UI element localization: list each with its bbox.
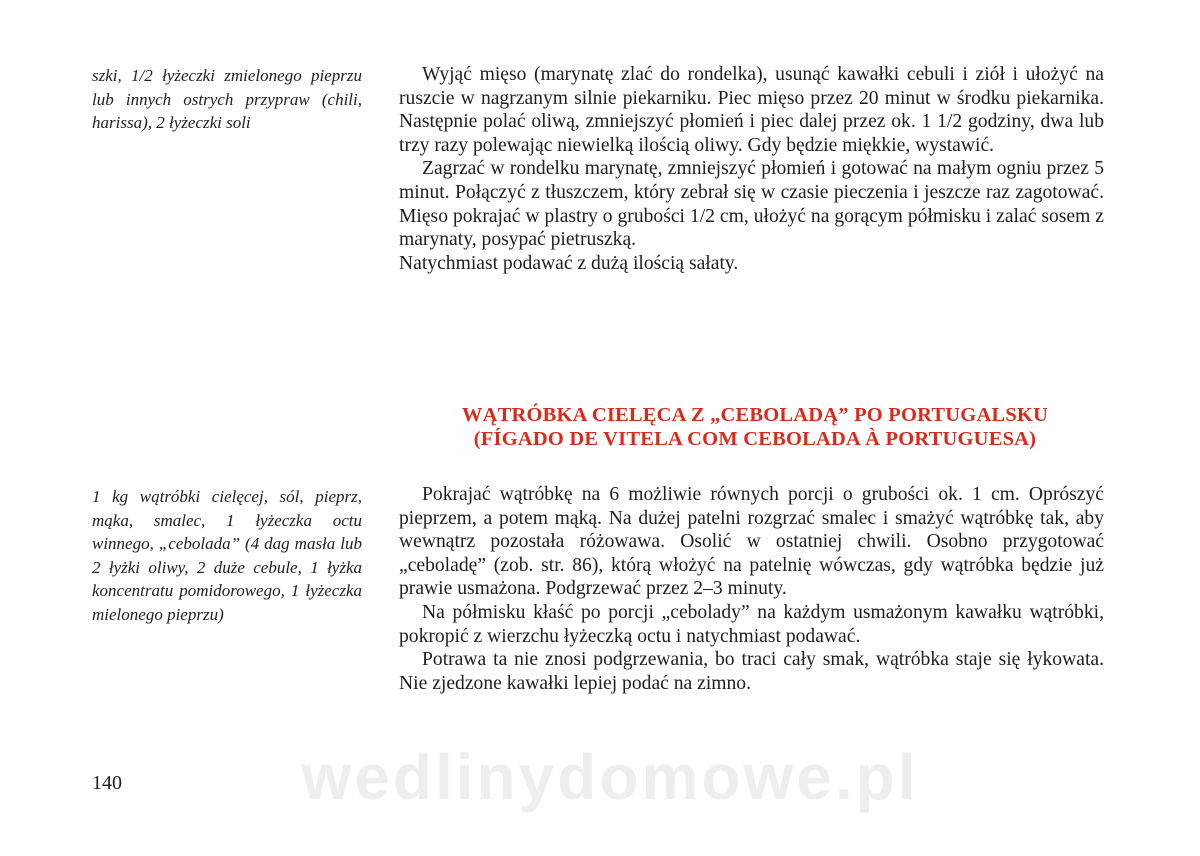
instruction-paragraph: Wyjąć mięso (marynatę zlać do rondelka), usunąć kawałki cebuli i ziół i ułożyć na ruszcie w nagrzanym silnie piekarniku. Piec mięso przez 20 minut w środku piekarnika. Następnie polać oliwą, zmniejszyć płomień i piec dalej przez ok. 1 1/2 godziny, dwa lub trzy razy polewając niewielką ilością oliwy. Gdy będzie miękkie, wystawić. [399,64,1104,156]
recipe-instructions-liver [399,483,1104,695]
recipe-title-polish: WĄTRÓBKA CIELĘCA Z „CEBOLADĄ” PO PORTUGALSKU [461,404,1049,426]
page-number: 140 [92,772,122,794]
instruction-paragraph: Zagrzać w rondelku marynatę, zmniejszyć płomień i gotować na małym ogniu przez 5 minut. Połączyć z tłuszczem, który zebrał się w czasie pieczenia i jeszcze raz zagotować. Mięso pokrajać w plastry o grubości 1/2 cm, ułożyć na gorącym półmisku i zalać sosem z marynaty, posypać pietruszką. [399,158,1104,251]
instruction-paragraph: Potrawa ta nie znosi podgrzewania, bo traci cały smak, wątróbka staje się łykowata. Nie zjedzone kawałki lepiej podać na zimno. [399,649,1104,694]
recipe-instructions-roast [399,63,1104,275]
recipe-title [399,403,1111,451]
watermark: wedlinydomowe.pl [301,741,919,813]
recipe-title-portuguese: (FÍGADO DE VITELA COM CEBOLADA À PORTUGUESA) [473,428,1037,450]
ingredients-note: 1 kg wątróbki cielęcej, sól, pieprz, mąka, smalec, 1 łyżeczka octu winnego, „cebolada” (4 dag masła lub 2 łyżki oliwy, 2 duże cebule, 1 łyżka koncentratu pomidorowego, 1 łyżeczka mielonego pieprzu) [92,487,362,624]
instruction-paragraph: Natychmiast podawać z dużą ilością sałaty. [399,252,739,274]
instruction-paragraph: Na półmisku kłaść po porcji „cebolady” na każdym usmażonym kawałku wątróbki, pokropić z wierzchu łyżeczką octu i natychmiast podawać. [399,601,1104,647]
instruction-paragraph: Pokrajać wątróbkę na 6 możliwie równych porcji o grubości ok. 1 cm. Oprószyć pieprzem, a potem mąką. Na dużej patelni rozgrzać smalec i smażyć wątróbkę tak, aby wewnątrz pozostała różowawa. Osolić w ostatniej chwili. Osobno przygotować „ceboladę” (zob. str. 86), którą włożyć na patelnię wówczas, gdy wątróbka będzie już prawie usmażona. Podgrzewać przez 2–3 minuty. [399,484,1104,600]
ingredients-note-continued: szki, 1/2 łyżeczki zmielonego pieprzu lub innych ostrych przypraw (chili, harissa), 2 łyżeczki soli [92,66,362,132]
